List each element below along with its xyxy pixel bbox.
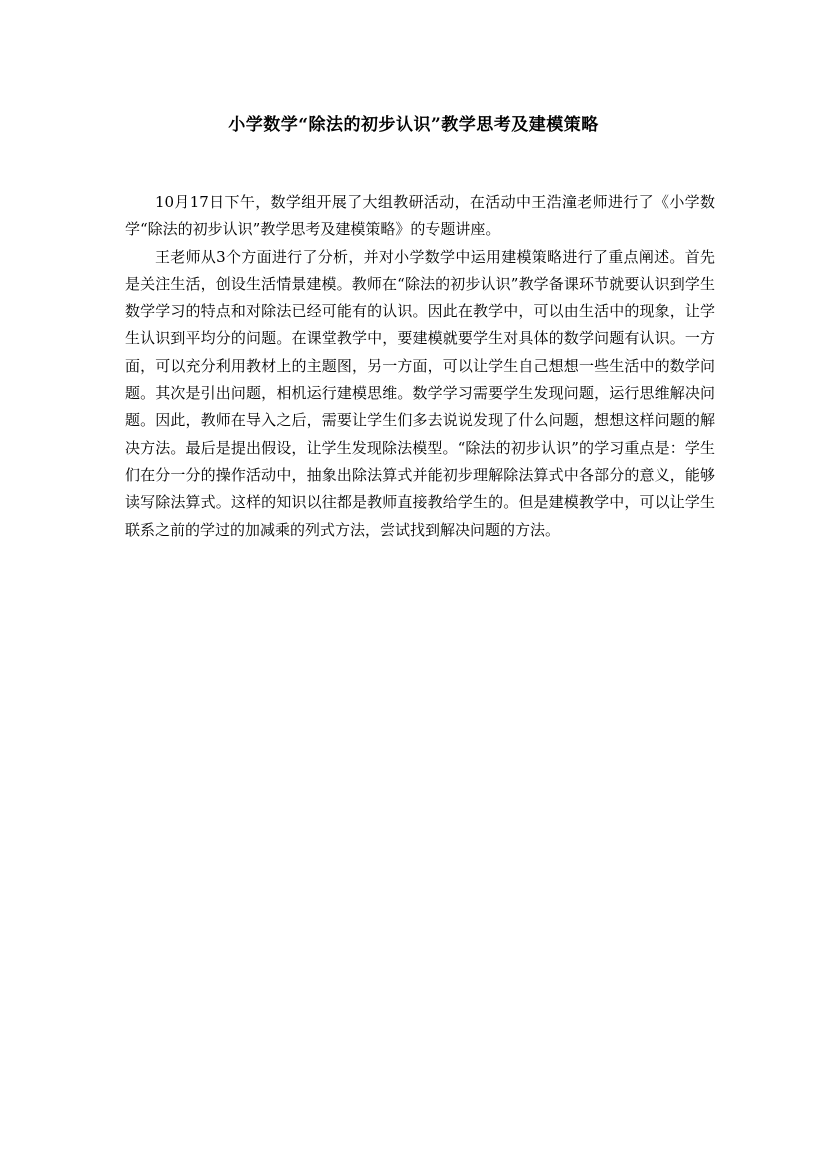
paragraph-2: 王老师从3个方面进行了分析，并对小学数学中运用建模策略进行了重点阐述。首先是关注生活，创设生活情景建模。教师在“除法的初步认识”教学备课环节就要认识到学生数学学习的特点和对除法已经可能有的认识。因此在教学中，可以由生活中的现象，让学生认识到平均分的问题。在课堂教学中，要建模就要学生对具体的数学问题有认识。一方面，可以充分利用教材上的主题图，另一方面，可以让学生自己想想一些生活中的数学问题。其次是引出问题，相机运行建模思维。数学学习需要学生发现问题，运行思维解决问题。因此，教师在导入之后，需要让学生们多去说说发现了什么问题，想想这样问题的解决方法。最后是提出假设，让学生发现除法模型。“除法的初步认识”的学习重点是：学生们在分一分的操作活动中，抽象出除法算式并能初步理解除法算式中各部分的意义，能够读写除法算式。这样的知识以往都是教师直接教给学生的。但是建模教学中，可以让学生联系之前的学过的加减乘的列式方法，尝试找到解决问题的方法。 — [125, 247, 715, 539]
paragraph-1: 10月17日下午，数学组开展了大组教研活动，在活动中王浩潼老师进行了《小学数学“除法的初步认识”教学思考及建模策略》的专题讲座。 — [125, 193, 715, 239]
document-title: 小学数学“除法的初步认识”教学思考及建模策略 — [228, 115, 599, 135]
document-body — [125, 189, 715, 544]
